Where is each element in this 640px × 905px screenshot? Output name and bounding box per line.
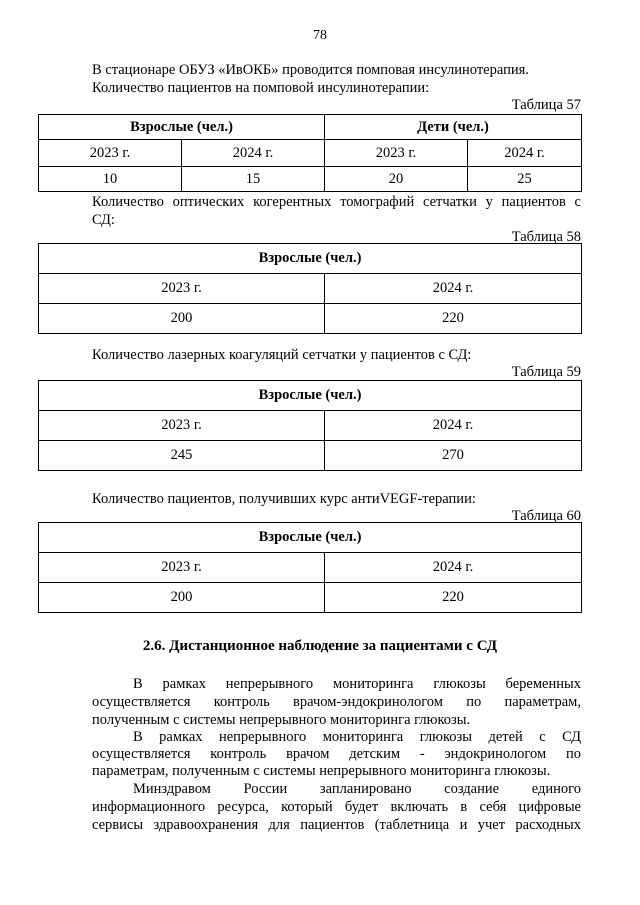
- table-60-year-cell: 2023 г.: [39, 553, 325, 583]
- intro-line-2: Количество пациентов на помповой инсулинотерапии:: [92, 80, 430, 96]
- paragraph-2-line: В рамках непрерывного мониторинга глюкозы детей с СД: [133, 729, 581, 745]
- table-58-year-cell: 2024 г.: [325, 274, 582, 304]
- table-57-year-cell: 2023 г.: [325, 140, 468, 167]
- table-57-value-cell: 20: [325, 167, 468, 192]
- table-60-value-cell: 220: [325, 583, 582, 613]
- table-58-caption: Таблица 58: [511, 229, 581, 245]
- laser-line: Количество лазерных коагуляций сетчатки у пациентов с СД:: [92, 347, 472, 363]
- table-59-year-cell: 2023 г.: [39, 411, 325, 441]
- table-58-adults-header: Взрослые (чел.): [39, 244, 582, 274]
- paragraph-2-line: осуществляется контроль врачом детским - эндокринологом по: [92, 746, 581, 762]
- table-59-caption: Таблица 59: [511, 364, 581, 380]
- table-57-year-cell: 2023 г.: [39, 140, 182, 167]
- paragraph-3-line: Минздравом России запланировано создание единого: [133, 781, 581, 797]
- paragraph-3-line: информационного ресурса, который будет включать в себя цифровые: [92, 799, 581, 815]
- table-57-children-header: Дети (чел.): [325, 115, 582, 140]
- table-59-year-cell: 2024 г.: [325, 411, 582, 441]
- table-57-year-cell: 2024 г.: [182, 140, 325, 167]
- table-57-adults-header: Взрослые (чел.): [39, 115, 325, 140]
- table-57-year-cell: 2024 г.: [468, 140, 582, 167]
- table-58-year-cell: 2023 г.: [39, 274, 325, 304]
- table-58-value-cell: 200: [39, 304, 325, 334]
- table-59-value-cell: 270: [325, 441, 582, 471]
- paragraph-2-line: параметрам, полученным с системы непрерывного мониторинга глюкозы.: [92, 763, 551, 779]
- paragraph-3-line: сервисы здравоохранения для пациентов (таблетница и учет расходных: [92, 817, 581, 833]
- section-heading: 2.6. Дистанционное наблюдение за пациентами с СД: [142, 638, 498, 654]
- table-60-year-cell: 2024 г.: [325, 553, 582, 583]
- intro-line-1: В стационаре ОБУЗ «ИвОКБ» проводится помповая инсулинотерапия.: [92, 62, 529, 78]
- table-59: [38, 380, 582, 471]
- table-58-value-cell: 220: [325, 304, 582, 334]
- table-59-adults-header: Взрослые (чел.): [39, 381, 582, 411]
- paragraph-1-line: осуществляется контроль врачом-эндокринологом по параметрам,: [92, 694, 581, 710]
- table-60-adults-header: Взрослые (чел.): [39, 523, 582, 553]
- table-57-value-cell: 15: [182, 167, 325, 192]
- table-58: [38, 243, 582, 334]
- table-57-caption: Таблица 57: [511, 97, 581, 113]
- paragraph-1-line: полученным с системы непрерывного мониторинга глюкозы.: [92, 712, 471, 728]
- table-57: [38, 114, 582, 192]
- table-59-value-cell: 245: [39, 441, 325, 471]
- paragraph-1-line: В рамках непрерывного мониторинга глюкозы беременных: [133, 676, 581, 692]
- vegf-line: Количество пациентов, получивших курс антиVEGF-терапии:: [92, 491, 476, 507]
- table-60-caption: Таблица 60: [511, 508, 581, 524]
- oct-line-2: СД:: [92, 212, 115, 228]
- table-57-value-cell: 10: [39, 167, 182, 192]
- oct-line-1: Количество оптических когерентных томографий сетчатки у пациентов с: [92, 194, 581, 210]
- table-60-value-cell: 200: [39, 583, 325, 613]
- page-number: 78: [313, 28, 327, 43]
- table-60: [38, 522, 582, 613]
- table-57-value-cell: 25: [468, 167, 582, 192]
